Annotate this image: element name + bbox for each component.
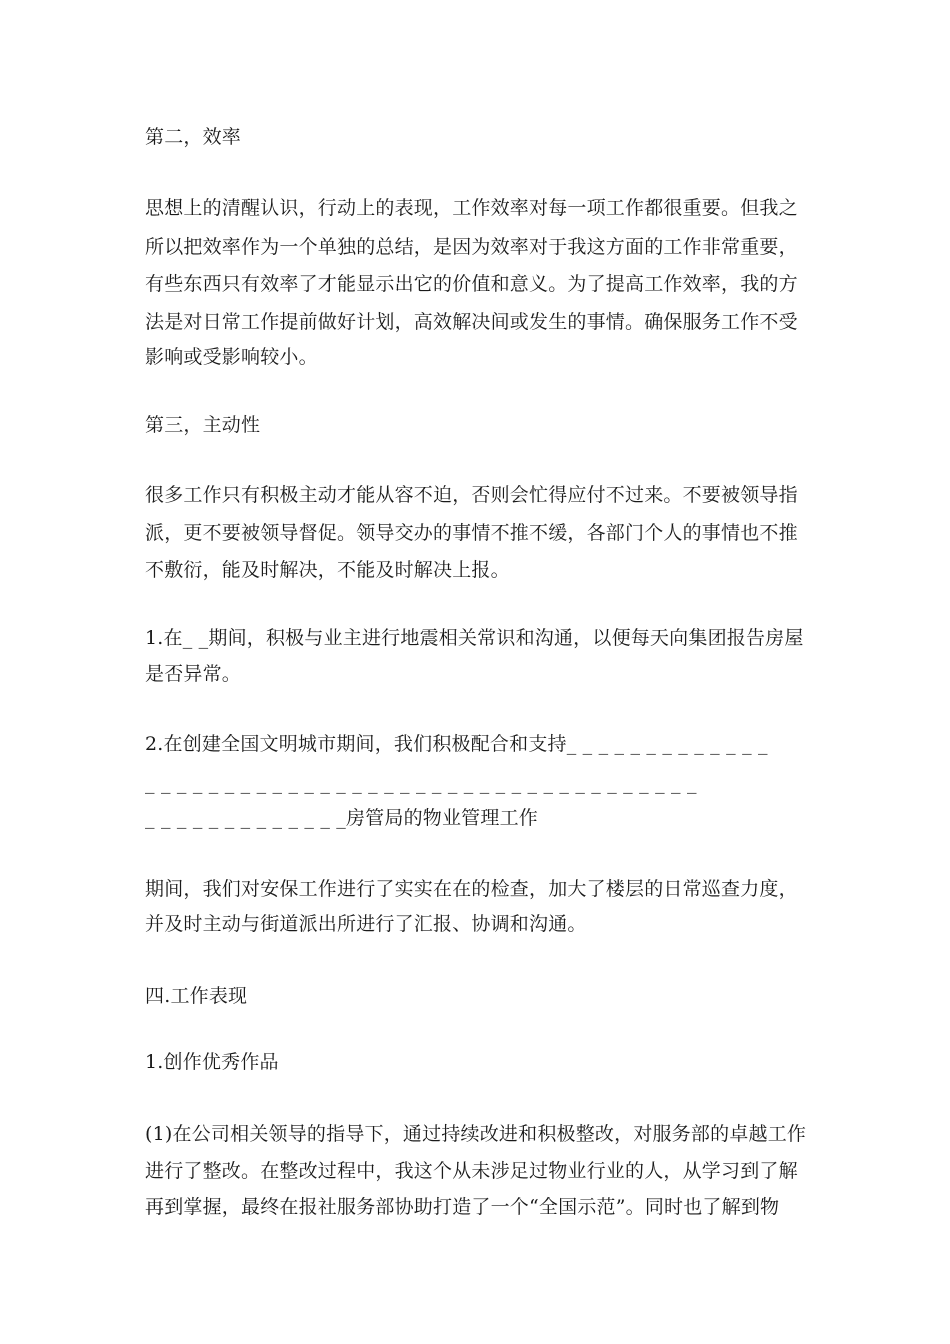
list-item-2-line: _ _ _ _ _ _ _ _ _ _ _ _ _房管局的物业管理工作 xyxy=(145,807,538,829)
list-item-1-line: 1.在_ _期间，积极与业主进行地震相关常识和沟通，以便每天向集团报告房屋 xyxy=(145,627,804,649)
paragraph-line: 法是对日常工作提前做好计划，高效解决间或发生的事情。确保服务工作不受 xyxy=(145,311,798,333)
list-item-2-line: _ _ _ _ _ _ _ _ _ _ _ _ _ _ _ _ _ _ _ _ _ _ _ _ _ _ _ _ _ _ _ _ _ _ _ xyxy=(145,772,697,794)
paragraph-line: 再到掌握，最终在报社服务部协助打造了一个“全国示范”。同时也了解到物 xyxy=(145,1196,780,1218)
paragraph-line: 有些东西只有效率了才能显示出它的价值和意义。为了提高工作效率，我的方 xyxy=(145,273,798,295)
paragraph-line: (1)在公司相关领导的指导下，通过持续改进和积极整改，对服务部的卓越工作 xyxy=(145,1123,807,1145)
list-item-2-line: 2.在创建全国文明城市期间，我们积极配合和支持_ _ _ _ _ _ _ _ _ _ _ _ _ xyxy=(145,733,768,755)
paragraph-line: 不敷衍，能及时解决，不能及时解决上报。 xyxy=(145,559,510,581)
paragraph-line: 所以把效率作为一个单独的总结，是因为效率对于我这方面的工作非常重要， xyxy=(145,236,798,258)
heading-third-initiative: 第三，主动性 xyxy=(145,414,261,436)
heading-second-efficiency: 第二，效率 xyxy=(145,126,242,148)
paragraph-line: 进行了整改。在整改过程中，我这个从未涉足过物业行业的人，从学习到了解 xyxy=(145,1160,798,1182)
paragraph-line: 派，更不要被领导督促。领导交办的事情不推不缓，各部门个人的事情也不推 xyxy=(145,522,798,544)
paragraph-line: 很多工作只有积极主动才能从容不迫，否则会忙得应付不过来。不要被领导指 xyxy=(145,484,798,506)
heading-fourth-work-performance: 四.工作表现 xyxy=(145,985,248,1007)
paragraph-line: 期间，我们对安保工作进行了实实在在的检查，加大了楼层的日常巡查力度， xyxy=(145,878,798,900)
paragraph-line: 并及时主动与街道派出所进行了汇报、协调和沟通。 xyxy=(145,913,587,935)
heading-sub-excellent-works: 1.创作优秀作品 xyxy=(145,1051,279,1073)
list-item-1-line: 是否异常。 xyxy=(145,663,242,685)
paragraph-line: 思想上的清醒认识，行动上的表现，工作效率对每一项工作都很重要。但我之 xyxy=(145,197,798,219)
paragraph-line: 影响或受影响较小。 xyxy=(145,346,318,368)
